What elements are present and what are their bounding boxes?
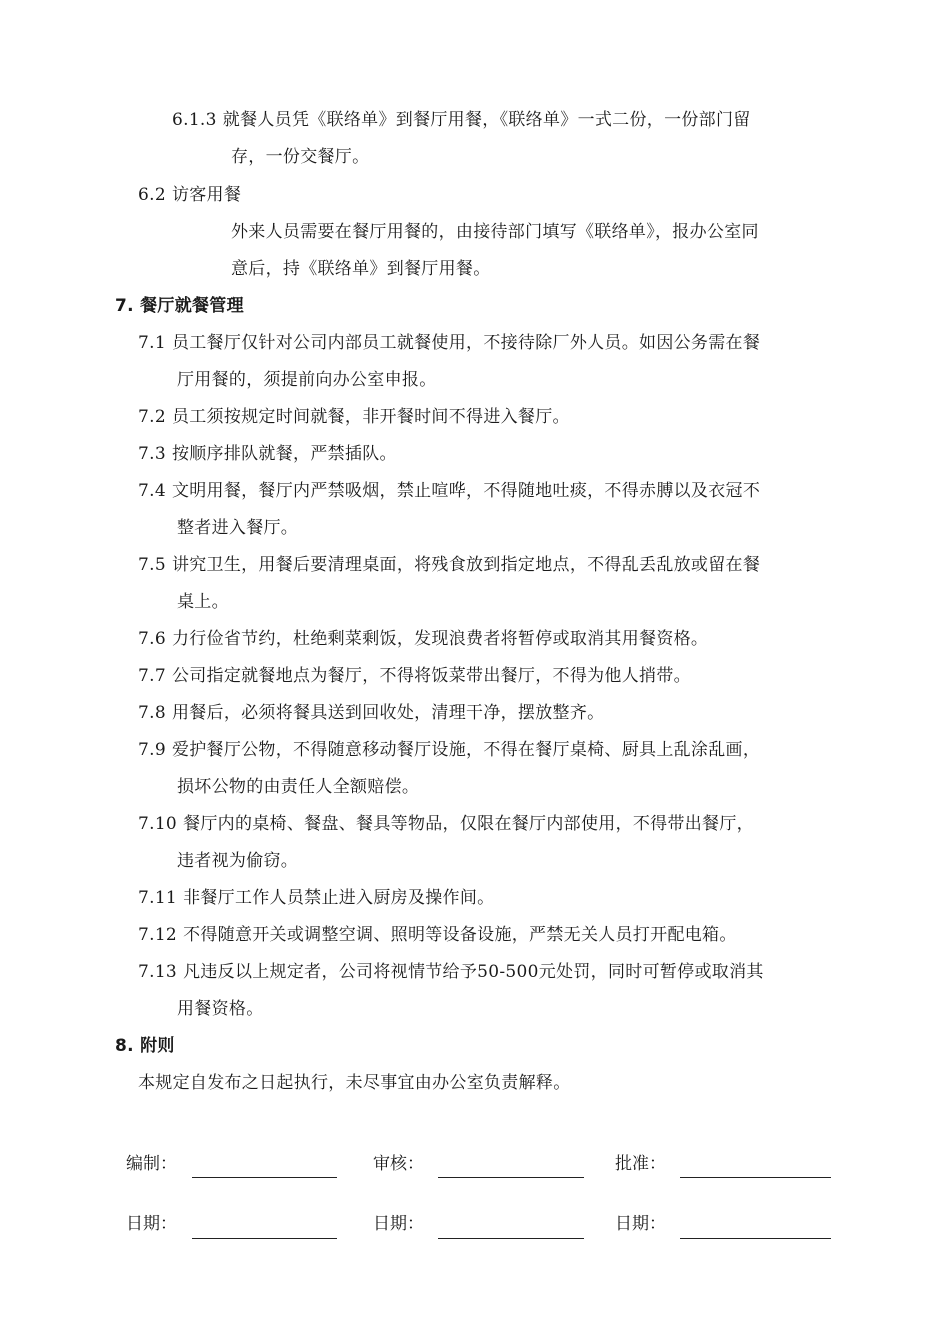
item-number: 7.6 bbox=[138, 629, 166, 649]
item-7-4-cont: 整者进入餐厅。 bbox=[177, 518, 299, 538]
item-7-9 bbox=[138, 739, 760, 761]
item-text: 就餐人员凭《联络单》到餐厅用餐，《联络单》一式二份，一份部门留 bbox=[222, 110, 751, 130]
date-label-approver: 日期： bbox=[615, 1214, 666, 1234]
item-number: 7.2 bbox=[138, 407, 166, 427]
item-7-1 bbox=[138, 332, 760, 354]
item-7-3 bbox=[138, 443, 397, 465]
item-title: 访客用餐 bbox=[171, 185, 242, 205]
item-7-10-cont: 违者视为偷窃。 bbox=[177, 851, 299, 871]
item-text: 餐厅内的桌椅、餐盘、餐具等物品，仅限在餐厅内部使用，不得带出餐厅， bbox=[183, 814, 754, 834]
item-7-6 bbox=[138, 628, 708, 650]
item-number: 7.12 bbox=[138, 925, 178, 945]
item-text: 力行俭省节约，杜绝剩菜剩饭，发现浪费者将暂停或取消其用餐资格。 bbox=[171, 629, 709, 649]
item-text: 文明用餐，餐厅内严禁吸烟，禁止喧哗，不得随地吐痰，不得赤膊以及衣冠不 bbox=[171, 481, 761, 501]
sig-line-reviewer[interactable] bbox=[438, 1177, 584, 1178]
item-6-2-line1: 外来人员需要在餐厅用餐的，由接待部门填写《联络单》，报办公室同 bbox=[231, 222, 759, 242]
item-number: 7.4 bbox=[138, 481, 166, 501]
sig-label-compiler: 编制： bbox=[126, 1154, 177, 1174]
item-7-13-cont: 用餐资格。 bbox=[177, 999, 264, 1019]
item-7-2 bbox=[138, 406, 570, 428]
sig-line-approver[interactable] bbox=[680, 1177, 831, 1178]
item-6-1-3-line1 bbox=[172, 109, 751, 131]
item-text: 员工须按规定时间就餐，非开餐时间不得进入餐厅。 bbox=[171, 407, 570, 427]
item-number: 7.7 bbox=[138, 666, 166, 686]
item-7-5-cont: 桌上。 bbox=[177, 592, 229, 612]
item-number: 7.1 bbox=[138, 333, 166, 353]
item-7-10 bbox=[138, 813, 754, 835]
item-text: 公司指定就餐地点为餐厅，不得将饭菜带出餐厅，不得为他人捎带。 bbox=[171, 666, 691, 686]
item-number: 7.9 bbox=[138, 740, 166, 760]
item-6-2-line2: 意后，持《联络单》到餐厅用餐。 bbox=[231, 259, 491, 279]
date-line-compiler[interactable] bbox=[192, 1238, 337, 1239]
item-7-13 bbox=[138, 961, 764, 983]
item-7-8 bbox=[138, 702, 604, 724]
item-text: 爱护餐厅公物，不得随意移动餐厅设施，不得在餐厅桌椅、厨具上乱涂乱画， bbox=[171, 740, 761, 760]
date-label-reviewer: 日期： bbox=[373, 1214, 424, 1234]
item-text: 不得随意开关或调整空调、照明等设备设施，严禁无关人员打开配电箱。 bbox=[183, 925, 737, 945]
date-line-approver[interactable] bbox=[680, 1238, 831, 1239]
item-7-5 bbox=[138, 554, 760, 576]
item-6-1-3-line2: 存，一份交餐厅。 bbox=[231, 147, 370, 167]
date-line-reviewer[interactable] bbox=[438, 1238, 584, 1239]
item-number: 7.8 bbox=[138, 703, 166, 723]
item-number: 6.1.3 bbox=[172, 110, 217, 130]
item-7-4 bbox=[138, 480, 760, 502]
item-number: 7.11 bbox=[138, 888, 178, 908]
item-7-7 bbox=[138, 665, 691, 687]
item-number: 6.2 bbox=[138, 185, 166, 205]
sig-label-approver: 批准： bbox=[615, 1154, 666, 1174]
item-number: 7.10 bbox=[138, 814, 178, 834]
date-label-compiler: 日期： bbox=[126, 1214, 177, 1234]
item-text: 用餐后，必须将餐具送到回收处，清理干净，摆放整齐。 bbox=[171, 703, 605, 723]
item-number: 7.3 bbox=[138, 444, 166, 464]
item-7-11 bbox=[138, 887, 494, 909]
item-number: 7.13 bbox=[138, 962, 178, 982]
item-text: 非餐厅工作人员禁止进入厨房及操作间。 bbox=[183, 888, 495, 908]
sig-label-reviewer: 审核： bbox=[373, 1154, 424, 1174]
item-7-1-cont: 厅用餐的，须提前向办公室申报。 bbox=[177, 370, 437, 390]
item-number: 7.5 bbox=[138, 555, 166, 575]
item-text: 员工餐厅仅针对公司内部员工就餐使用，不接待除厂外人员。如因公务需在餐 bbox=[171, 333, 761, 353]
item-6-2-heading bbox=[138, 184, 241, 206]
item-text: 讲究卫生，用餐后要清理桌面，将残食放到指定地点，不得乱丢乱放或留在餐 bbox=[171, 555, 761, 575]
item-text: 凡违反以上规定者，公司将视情节给予50-500元处罚，同时可暂停或取消其 bbox=[183, 962, 764, 982]
item-7-9-cont: 损坏公物的由责任人全额赔偿。 bbox=[177, 777, 420, 797]
section-8-heading: 8. 附则 bbox=[115, 1036, 175, 1056]
section-8-text: 本规定自发布之日起执行，未尽事宜由办公室负责解释。 bbox=[138, 1073, 571, 1093]
item-text: 按顺序排队就餐，严禁插队。 bbox=[171, 444, 397, 464]
section-7-heading: 7. 餐厅就餐管理 bbox=[115, 296, 244, 316]
item-7-12 bbox=[138, 924, 737, 946]
sig-line-compiler[interactable] bbox=[192, 1177, 337, 1178]
